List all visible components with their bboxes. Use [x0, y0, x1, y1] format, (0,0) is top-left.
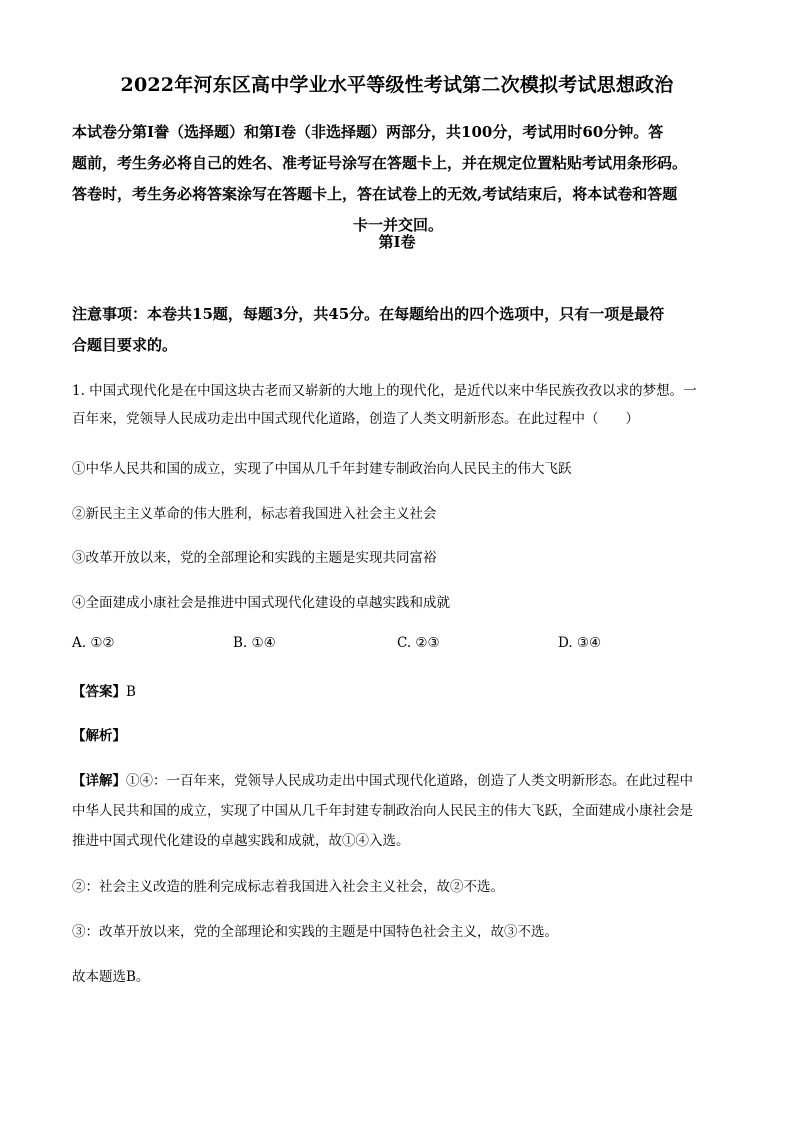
- detail-note-2: ②：社会主义改造的胜利完成标志着我国进入社会主义社会，故②不选。: [72, 879, 504, 895]
- answer-value: B: [126, 684, 136, 700]
- exam-title: 2022年河东区高中学业水平等级性考试第二次模拟考试思想政治: [120, 74, 674, 96]
- detail-line: 推进中国式现代化建设的卓越实践和成就，故①④入选。: [72, 833, 410, 849]
- statement-4: ④全面建成小康社会是推进中国式现代化建设的卓越实践和成就: [72, 595, 450, 611]
- option-c: C. ②③: [397, 635, 440, 651]
- instruction-line: 答卷时，考生务必将答案涂写在答题卡上，答在试卷上的无效,考试结束后，将本试卷和答题: [72, 185, 678, 203]
- instruction-line: 本试卷分第Ⅰ誊（选择题）和第Ⅰ卷（非选择题）两部分，共100分，考试用时60分钟。答: [72, 123, 664, 141]
- notice-block: [72, 299, 724, 361]
- answer-label: 【答案】: [72, 684, 126, 700]
- statement-1: ①中华人民共和国的成立，实现了中国从几千年封建专制政治向人民民主的伟大飞跃: [72, 461, 572, 477]
- detail-line: 中华人民共和国的成立，实现了中国从几千年封建专制政治向人民民主的伟大飞跃，全面建成小康社会是: [72, 803, 693, 819]
- statement-3: ③改革开放以来，党的全部理论和实践的主题是实现共同富裕: [72, 550, 437, 566]
- instruction-line: 卡一并交回。: [352, 216, 443, 234]
- analysis-line: [72, 724, 126, 744]
- detail-line: 【详解】①④：一百年来，党领导人民成功走出中国式现代化道路，创造了人类文明新形态。在此过程中: [72, 773, 693, 789]
- question-line: 百年来，党领导人民成功走出中国式现代化道路，创造了人类文明新形态。在此过程中（ ）: [72, 411, 639, 427]
- question-stem: [72, 377, 724, 433]
- analysis-label: 【解析】: [72, 728, 126, 744]
- detail-block: [72, 766, 724, 856]
- section-title: 第Ⅰ卷: [378, 233, 416, 251]
- notice-line: 合题目要求的。: [72, 336, 178, 354]
- detail-conclusion: 故本题选B。: [72, 969, 150, 985]
- instruction-line: 题前，考生务必将自己的姓名、准考证号涂写在答题卡上，并在规定位置粘贴考试用条形码。: [72, 154, 688, 172]
- option-b: B. ①④: [233, 635, 276, 651]
- detail-note-3: ③：改革开放以来，党的全部理论和实践的主题是中国特色社会主义，故③不选。: [72, 924, 558, 940]
- statement-2: ②新民主主义革命的伟大胜利，标志着我国进入社会主义社会: [72, 506, 437, 522]
- answer-line: [72, 680, 136, 700]
- notice-line: 注意事项：本卷共15题，每题3分，共45分。在每题给出的四个选项中，只有一项是最符: [72, 305, 665, 323]
- exam-instructions: [72, 117, 724, 241]
- option-d: D. ③④: [558, 635, 602, 651]
- option-a: A. ①②: [72, 635, 115, 651]
- question-line: 1. 中国式现代化是在中国这块古老而又崭新的大地上的现代化，是近代以来中华民族孜孜以求的梦想。一: [72, 383, 697, 399]
- detail-label: 【详解】: [72, 773, 126, 789]
